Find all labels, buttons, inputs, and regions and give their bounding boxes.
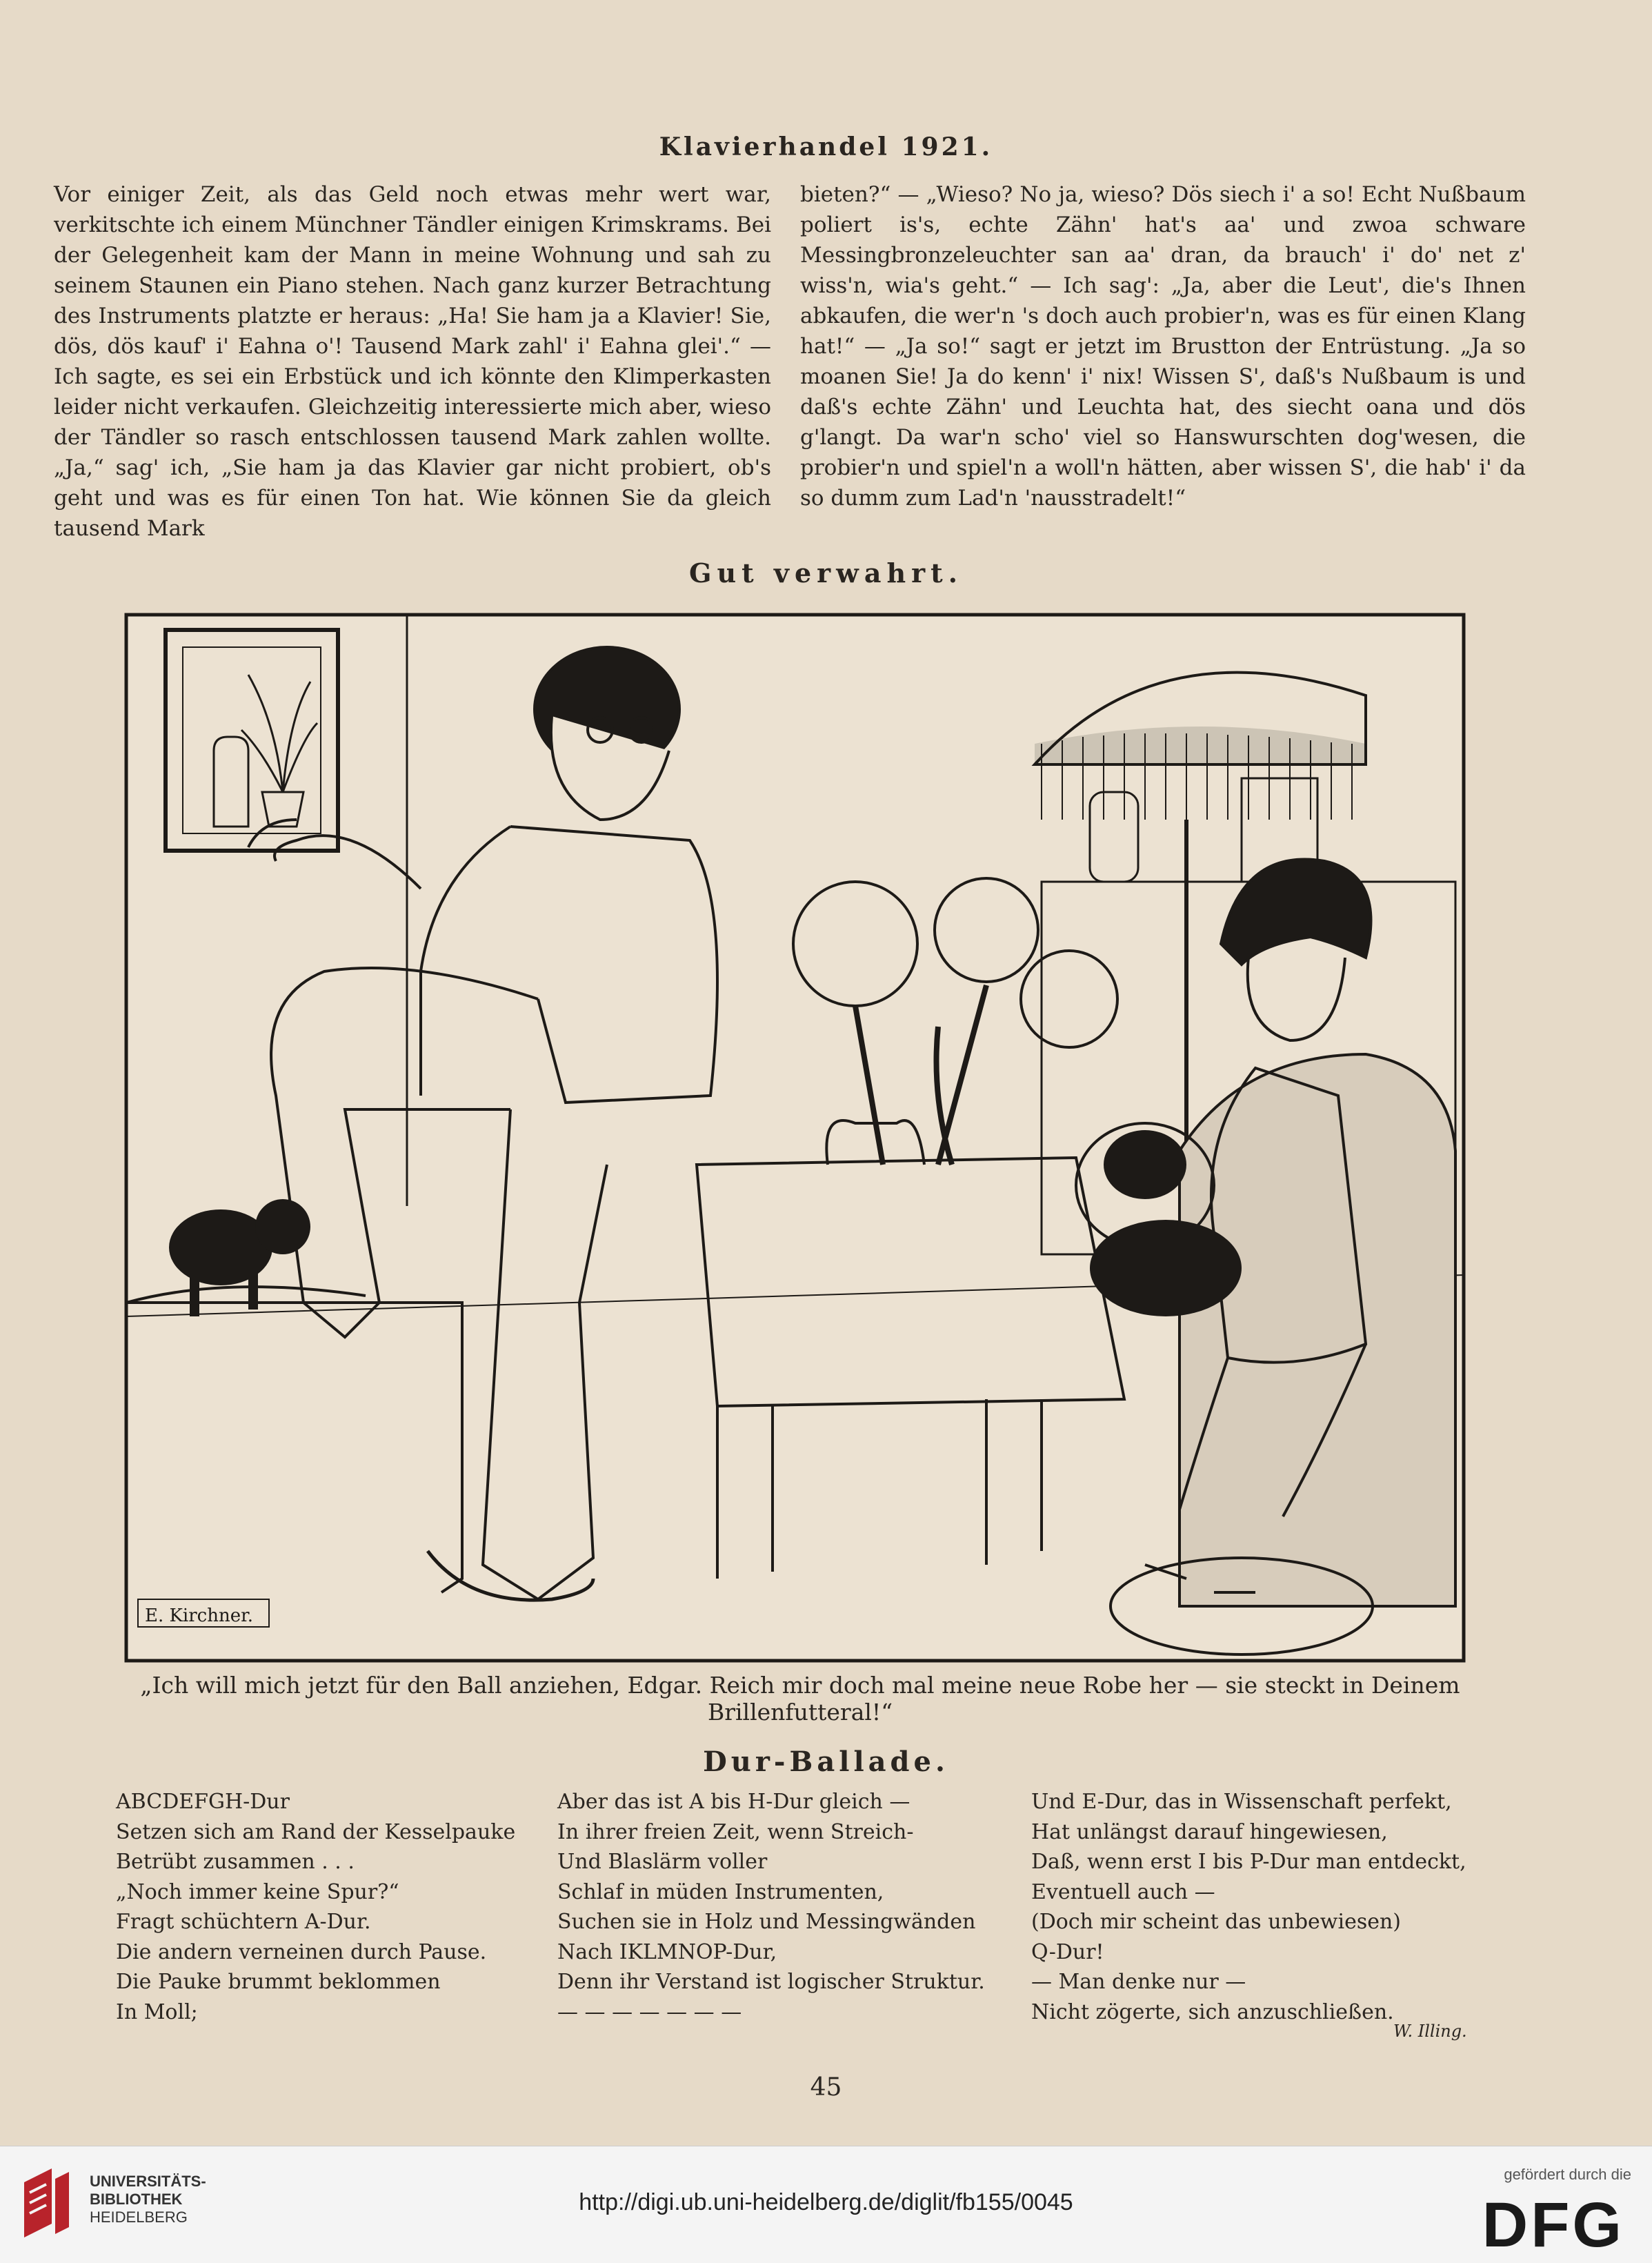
poem-line: Nicht zögerte, sich anzuschließen.: [1031, 1999, 1394, 2024]
viewer-footer: [0, 2146, 1652, 2263]
article-column-2: [800, 179, 1526, 513]
library-line-1: UNIVERSITÄTS-: [90, 2173, 206, 2190]
poem-column-1: [116, 1787, 515, 2027]
cartoon-caption: „Ich will mich jetzt für den Ball anziehen, Edgar. Reich mir doch mal meine neue Robe her — sie steckt in Deinem Brillenfutteral!“: [140, 1672, 1460, 1726]
funding-note: gefördert durch die: [1504, 2166, 1631, 2183]
poem-line: Und E-Dur, das in Wissenschaft perfekt,: [1031, 1790, 1452, 1814]
article-column-1: [54, 179, 771, 544]
artist-signature: E. Kirchner.: [145, 1605, 253, 1626]
poem-line: Betrübt zusammen . . .: [116, 1850, 355, 1874]
poem-line: In Moll;: [116, 1999, 198, 2024]
poem-line: — Man denke nur —: [1031, 1970, 1246, 1994]
poem-line: (Doch mir scheint das unbewiesen): [1031, 1910, 1402, 1934]
poem-author: W. Illing.: [1393, 2022, 1467, 2041]
poem-line: Hat unlängst darauf hingewiesen,: [1031, 1819, 1388, 1844]
cartoon-title: Gut verwahrt.: [689, 557, 963, 589]
poem-line: Die andern verneinen durch Pause.: [116, 1939, 487, 1964]
poem-column-2: [557, 1787, 985, 2027]
poem-line: Suchen sie in Holz und Messingwänden: [557, 1910, 976, 1934]
article-text-1: Vor einiger Zeit, als das Geld noch etwas mehr wert war, verkitschte ich einem Münchner Tändler einigen Krimskrams. Bei der Gelegenheit kam der Mann in meine Wohnung und sah zu seinem Staunen ein Piano stehen. Nach ganz kurzer Betrachtung des Instruments platzte er heraus: „Ha! Sie ham ja a Klavier! Sie, dös, dös kauf' i' Eahna o'! Tausend Mark zahl' i' Eahna glei'.“ — Ich sagte, es sei ein Erbstück und ich könnte den Klimperkasten leider nicht verkaufen. Gleichzeitig interessierte mich aber, wieso der Tändler so rasch entschlossen tausend Mark zahlen wollte. „Ja,“ sag' ich, „Sie ham ja das Klavier gar nicht probiert, ob's geht und was es für einen Ton hat. Wie können Sie da gleich tausend Mark: [54, 182, 771, 541]
poem-line: Nach IKLMNOP-Dur,: [557, 1939, 777, 1964]
poem-line: Setzen sich am Rand der Kesselpauke: [116, 1819, 516, 1844]
article-title: Klavierhandel 1921.: [659, 132, 993, 161]
poem-line: Und Blaslärm voller: [557, 1850, 768, 1874]
article-text-2: bieten?“ — „Wieso? No ja, wieso? Dös siech i' a so! Echt Nußbaum poliert is's, echte Zähn' hat's aa' und zwoa schware Messingbronzeleuchter san aa' dran, da brauch' i' do' net z' wiss'n, wia's geht.“ — Ich sag': „Ja, aber die Leut', die's Ihnen abkaufen, die wer'n 's doch auch probier'n, was es für einen Klang hat!“ — „Ja so!“ sagt er jetzt im Brustton der Entrüstung. „Ja so moanen Sie! Ja do kenn' i' nix! Wissen S', daß's Nußbaum is und daß's echte Zähn' und Leuchta hat, des siecht oana und dös g'langt. Da war'n scho' viel so Hanswurschten dog'wesen, die probier'n und spiel'n a woll'n hätten, aber wissen S', die hab' i' da so dumm zum Lad'n 'nausstradelt!“: [800, 182, 1526, 511]
dfg-logo-icon[interactable]: DFG: [1482, 2190, 1624, 2260]
poem-line: Denn ihr Verstand ist logischer Struktur.: [557, 1970, 985, 1994]
poem-line: Eventuell auch —: [1031, 1879, 1215, 1904]
poem-line: ABCDEFGH-Dur: [116, 1790, 290, 1814]
poem-line: Die Pauke brummt beklommen: [116, 1970, 441, 1994]
poem-line: Aber das ist A bis H-Dur gleich —: [557, 1790, 910, 1814]
library-line-3: HEIDELBERG: [90, 2208, 188, 2226]
permalink-url[interactable]: http://digi.ub.uni-heidelberg.de/diglit/fb155/0045: [579, 2189, 1073, 2215]
page-number: 45: [810, 2073, 842, 2102]
poem-title: Dur-Ballade.: [703, 1746, 949, 1778]
poem-line: Fragt schüchtern A-Dur.: [116, 1910, 371, 1934]
poem-line: Schlaf in müden Instrumenten,: [557, 1879, 884, 1904]
poem-line: Q-Dur!: [1031, 1939, 1104, 1964]
poem-column-3: [1031, 1787, 1466, 2027]
library-line-2: BIBLIOTHEK: [90, 2191, 183, 2208]
poem-line: In ihrer freien Zeit, wenn Streich-: [557, 1819, 914, 1844]
poem-line: — — — — — — —: [557, 1999, 742, 2024]
poem-line: „Noch immer keine Spur?“: [116, 1879, 399, 1904]
poem-line: Daß, wenn erst I bis P-Dur man entdeckt,: [1031, 1850, 1466, 1874]
cartoon-illustration: [124, 613, 1466, 1663]
